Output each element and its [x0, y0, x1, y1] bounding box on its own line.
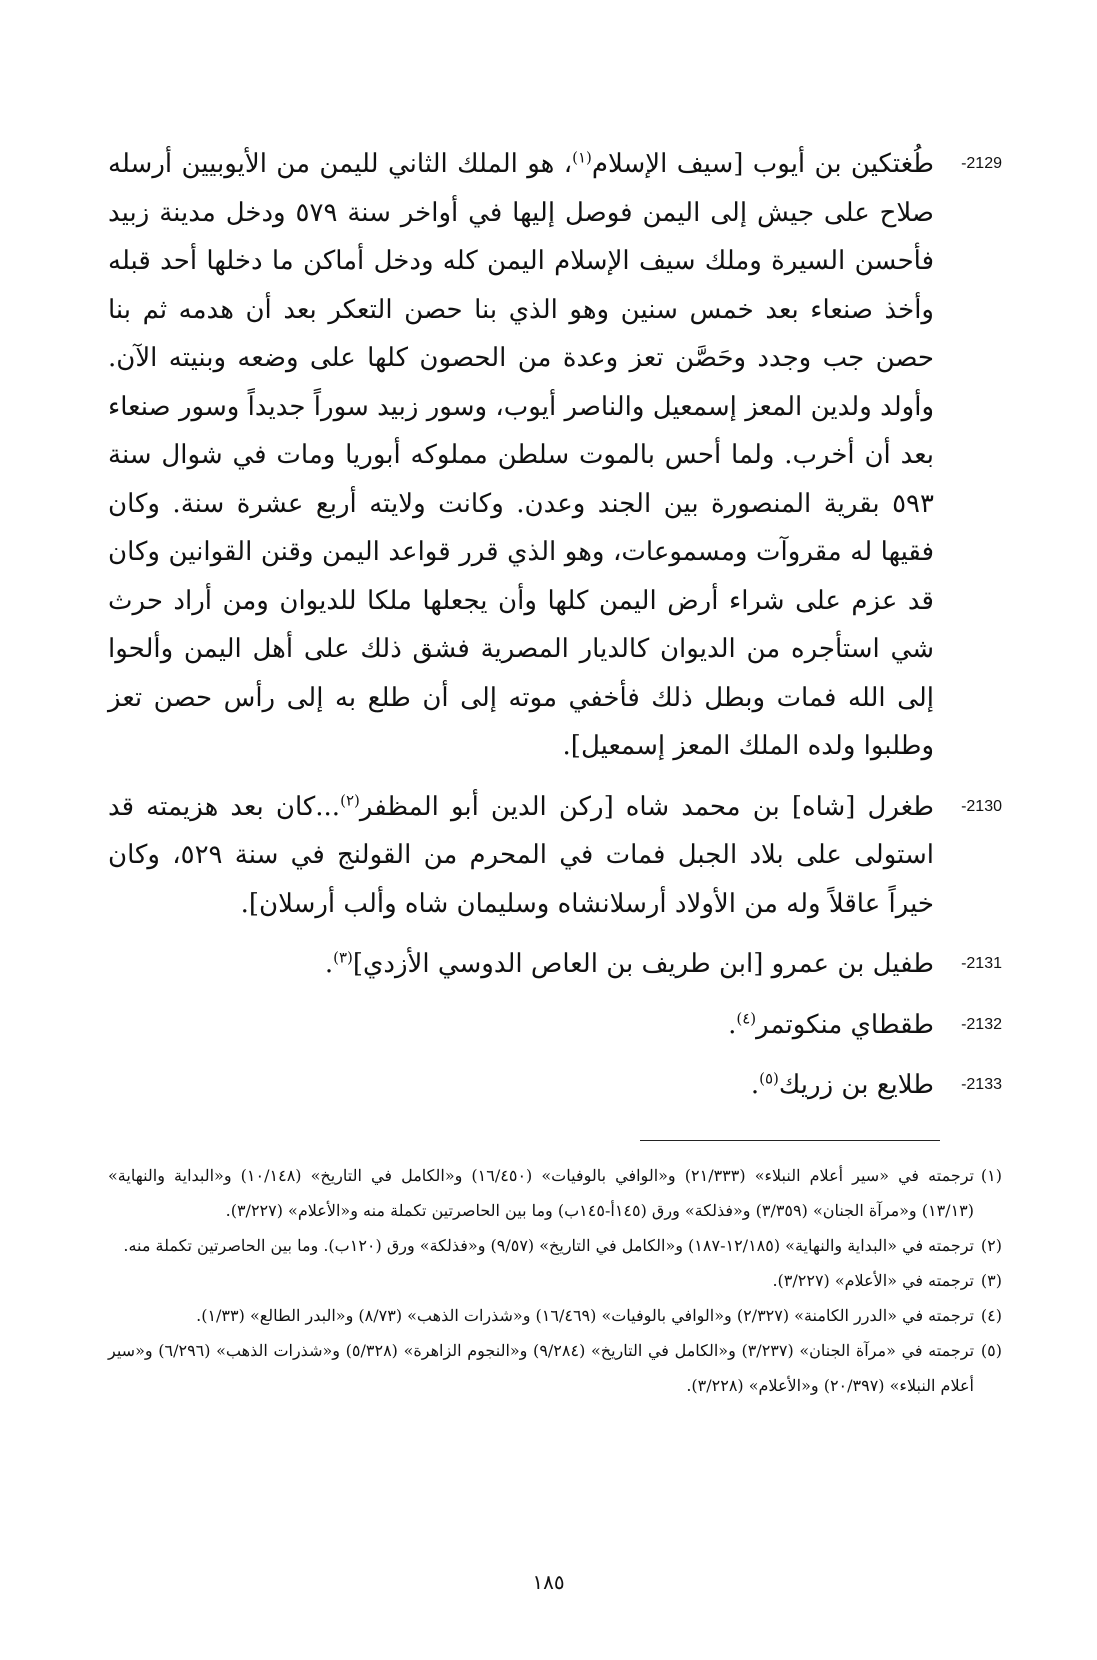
entry-text: طفيل بن عمرو [ابن طريف بن العاص الدوسي الأزدي]: [352, 949, 934, 979]
footnote-ref[interactable]: (٢): [340, 790, 360, 809]
entry-number: -2130: [961, 797, 1002, 815]
entry-text: طُغتكين بن أيوب [سيف الإسلام: [591, 149, 935, 179]
footnote-mark: (٥): [980, 1341, 1002, 1360]
footnote-mark: (١): [980, 1166, 1002, 1185]
footnote-ref[interactable]: (٣): [333, 948, 353, 967]
footnote-mark: (٤): [980, 1306, 1002, 1325]
entry-number: -2131: [961, 955, 1002, 972]
footnote-2: [108, 1228, 1002, 1263]
footnote-3: [108, 1263, 1002, 1298]
footnote-text: ترجمته في «سير أعلام النبلاء» (٢١/٣٣٣) و«الوافي بالوفيات» (١٦/٤٥٠) و«الكامل في التاريخ» (١٠/١٤٨) و«البداية والنهاية» (١٣/١٣) و«مرآة الجنان» (٣/٣٥٩) و«فذلكة» ورق (١٤٥أ-١٤٥ب) وما بين الحاصرتين تكملة منه و«الأعلام» (٣/٢٢٧).: [108, 1166, 974, 1220]
entry-text: طقطاي منكوتمر: [756, 1009, 934, 1040]
footnote-ref[interactable]: (٤): [736, 1008, 757, 1027]
entry-2133: [108, 1061, 1002, 1110]
entry-number: -2133: [961, 1076, 1002, 1093]
entry-2131: [108, 940, 1002, 989]
entry-text: ، هو الملك الثاني لليمن من الأيوبيين أرسله صلاح على جيش إلى اليمن فوصل إليها في أواخر سنة ٥٧٩ ودخل مدينة زبيد فأحسن السيرة وملك سيف الإسلام اليمن كله ودخل أماكن ما دخلها أحد قبله وأخذ صنعاء بعد خمس سنين وهو الذي بنا حصن التعكر بعد أن هدمه ثم بنا حصن جب وجدد وحَصَّن تعز وعدة من الحصون كلها على وضعه وبنيته الآن. وأولد ولدين المعز إسمعيل والناصر أيوب، وسور زبيد سوراً جديداً وسور صنعاء بعد أن أخرب. ولما أحس بالموت سلطن مملوكه أبوريا ومات في شوال سنة ٥٩٣ بقرية المنصورة بين الجند وعدن. وكانت ولايته أربع عشرة سنة. وكان فقيها له مقروآت ومسموعات، وهو الذي قرر قواعد اليمن وقنن القوانين وكان قد عزم على شراء أرض اليمن كلها وأن يجعلها ملكا للديوان ومن أراد حرث شي استأجره من الديوان كالديار المصرية فشق ذلك على أهل اليمن وألحوا إلى الله فمات وبطل ذلك فأخفي موته إلى أن طلع به إلى رأس حصن تعز وطلبوا ولده الملك المعز إسمعيل].: [108, 149, 935, 761]
footnote-1: [108, 1158, 1002, 1228]
footnote-text: ترجمته في «الدرر الكامنة» (٢/٣٢٧) و«الوافي بالوفيات» (١٦/٤٦٩) و«شذرات الذهب» (٨/٧٣) و«البدر الطالع» (١/٣٣).: [196, 1306, 974, 1325]
footnote-mark: (٢): [980, 1236, 1002, 1255]
entry-2129: [108, 140, 1002, 771]
footnote-5: [108, 1333, 1002, 1403]
entry-text: .: [728, 1009, 737, 1040]
entry-2130: [108, 783, 1002, 929]
footnote-ref[interactable]: (١): [572, 148, 592, 167]
entry-number: -2132: [961, 1015, 1002, 1033]
footnote-text: ترجمته في «مرآة الجنان» (٣/٢٣٧) و«الكامل في التاريخ» (٩/٢٨٤) و«النجوم الزاهرة» (٥/٣٢٨) و«شذرات الذهب» (٦/٢٩٦) و«سير أعلام النبلاء» (٢٠/٣٩٧) و«الأعلام» (٣/٢٢٨).: [108, 1341, 975, 1395]
footnote-4: [108, 1298, 1002, 1333]
footnote-text: ترجمته في «البداية والنهاية» (١٢/١٨٥-١٨٧) و«الكامل في التاريخ» (٩/٥٧) و«فذلكة» ورق (١٢٠ب). وما بين الحاصرتين تكملة منه.: [123, 1236, 974, 1255]
entry-number: -2129: [961, 155, 1002, 172]
entry-text: .: [750, 1070, 760, 1100]
entry-text: طلايع بن زريك: [778, 1070, 934, 1100]
biography-entries: [108, 140, 1002, 1110]
footnote-mark: (٣): [980, 1271, 1002, 1290]
entry-text: طغرل [شاه] بن محمد شاه [ركن الدين أبو المظفر: [359, 791, 934, 822]
footnotes: [108, 1158, 1002, 1403]
footnote-ref[interactable]: (٥): [759, 1069, 779, 1088]
footnote-text: ترجمته في «الأعلام» (٣/٢٢٧).: [772, 1271, 974, 1290]
page-number: ١٨٥: [532, 1570, 565, 1594]
entry-2132: [108, 1001, 1002, 1050]
entry-text: ...كان بعد هزيمته قد استولى على بلاد الجبل فمات في المحرم من القولنج في سنة ٥٢٩، وكان خيراً عاقلاً وله من الأولاد أرسلانشاه وسليمان شاه وألب أرسلان].: [108, 791, 935, 919]
footnote-divider: [640, 1140, 940, 1141]
entry-text: .: [324, 949, 334, 979]
